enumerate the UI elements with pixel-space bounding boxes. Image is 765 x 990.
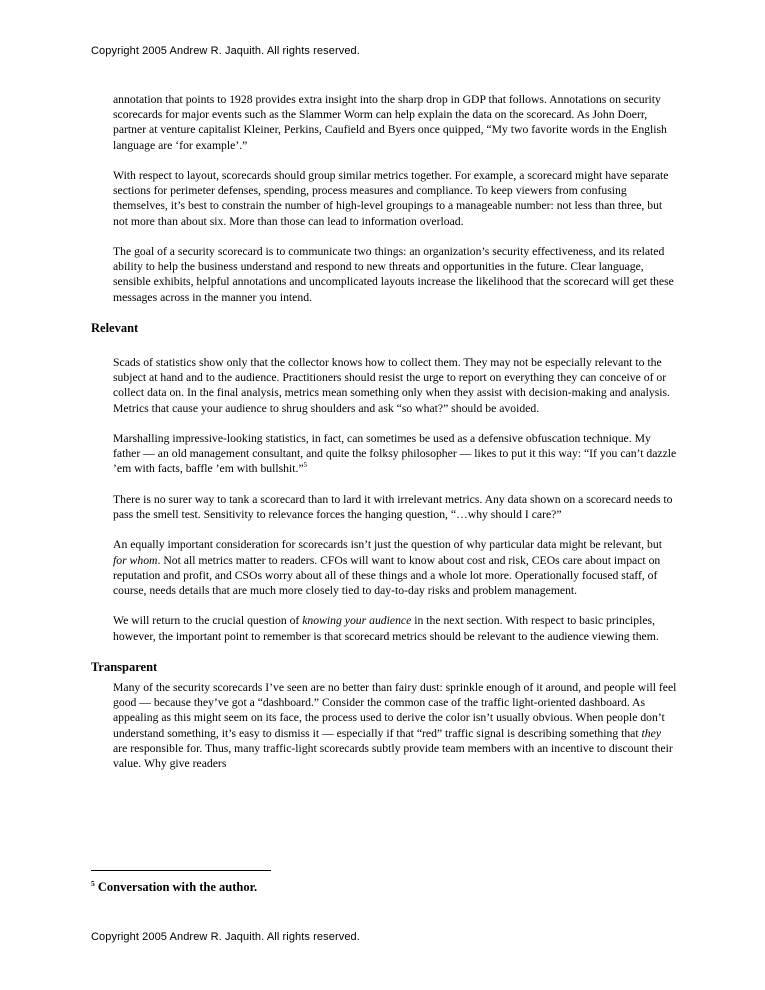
paragraph-whom (113, 537, 678, 598)
footnote-text: Conversation with the author. (97, 880, 258, 894)
paragraph-tank: There is no surer way to tank a scorecard than to lard it with irrelevant metrics. Any data shown on a scorecard needs to pass the smell test. Sensitivity to relevance forces the hanging question, “…why should I care?” (113, 492, 673, 522)
paragraph-fairy-dust-text-b: are responsible for. Thus, many traffic-light scorecards subtly provide team members with an incentive to discount their value. Why give readers (113, 741, 673, 771)
paragraph-whom-text-b: . Not all metrics matter to readers. CFOs will want to know about cost and risk, CEOs care about impact on reputation and profit, and CSOs worry about all of these things and a whole lot more. Operationally focused staff, of course, needs details that are much more closely tied to day-to-day risks and problem management. (113, 553, 661, 598)
paragraph-goal: The goal of a security scorecard is to communicate two things: an organization’s security effectiveness, and its related ability to help the business understand and respond to new threats and opportunities in the future. Clear language, sensible exhibits, helpful annotations and uncomplicated layouts increase the likelihood that the scorecard will get these messages across in the manner you intend. (113, 245, 674, 304)
paragraph-marshalling-text: Marshalling impressive-looking statistics, in fact, can sometimes be used as a defensive obfuscation technique. My father — an old management consultant, and quite the folksy philosopher — likes to put it this way: “If you can’t dazzle ’em with facts, baffle ’em with bullshit.” (113, 432, 677, 476)
paragraph-audience (113, 613, 678, 643)
paragraph-marshalling (113, 431, 678, 477)
footnote-reference: 5 (303, 461, 308, 470)
paragraph-audience-text-a: We will return to the crucial question of (113, 614, 303, 628)
paragraph-fairy-dust (113, 680, 678, 771)
paragraph-whom-text-a: An equally important consideration for scorecards isn’t just the question of why particular data might be relevant, but (113, 538, 662, 552)
page-body (91, 92, 691, 771)
footnote-number: 5 (91, 878, 95, 888)
paragraph-whom-emphasis: for whom (113, 553, 158, 567)
paragraph-scads: Scads of statistics show only that the collector knows how to collect them. They may not be especially relevant to the subject at hand and to the audience. Practitioners should resist the urge to report on everything they can conceive of or collect data on. In the final analysis, metrics mean something only when they assist with decision-making and analysis. Metrics that cause your audience to shrug shoulders and ask “so what?” should be avoided. (113, 356, 670, 415)
paragraph-layout: With respect to layout, scorecards should group similar metrics together. For example, a scorecard might have separate sections for perimeter defenses, spending, process measures and compliance. To keep viewers from confusing themselves, it’s best to constrain the number of high-level groupings to a manageable number: not less than three, but not more than about six. More than those can lead to information overload. (113, 169, 669, 228)
page-footer: Copyright 2005 Andrew R. Jaquith. All rights reserved. (91, 931, 360, 943)
paragraph-fairy-dust-text-a: Many of the security scorecards I’ve seen are no better than fairy dust: sprinkle enough of it around, and people will feel good — because they’ve got a “dashboard.” Consider the common case of the traffic light-oriented dashboard. As appealing as this might seem on its face, the process used to derive the color isn’t usually obvious. When people don’t understand something, it’s easy to dismiss it — especially if that “red” traffic signal is describing something that (113, 681, 677, 740)
paragraph-fairy-dust-emphasis: they (641, 726, 662, 740)
paragraph-audience-emphasis: knowing your audience (302, 614, 412, 628)
page-header: Copyright 2005 Andrew R. Jaquith. All rights reserved. (91, 45, 360, 57)
paragraph-annotations: annotation that points to 1928 provides extra insight into the sharp drop in GDP that follows. Annotations on security scorecards for major events such as the Slammer Worm can help explain the data on the scorecard. As John Doerr, partner at venture capitalist Kleiner, Perkins, Caufield and Byers once quipped, “My two favorite words in the English language are ‘for example’.” (113, 93, 667, 152)
section-heading-relevant: Relevant (91, 320, 139, 335)
paragraph-audience-text-b: in the next section. With respect to basic principles, however, the important point to remember is that scorecard metrics should be relevant to the audience viewing them. (113, 614, 659, 643)
section-heading-transparent: Transparent (91, 659, 158, 674)
footnote-divider (91, 870, 271, 871)
footnote (91, 880, 257, 895)
